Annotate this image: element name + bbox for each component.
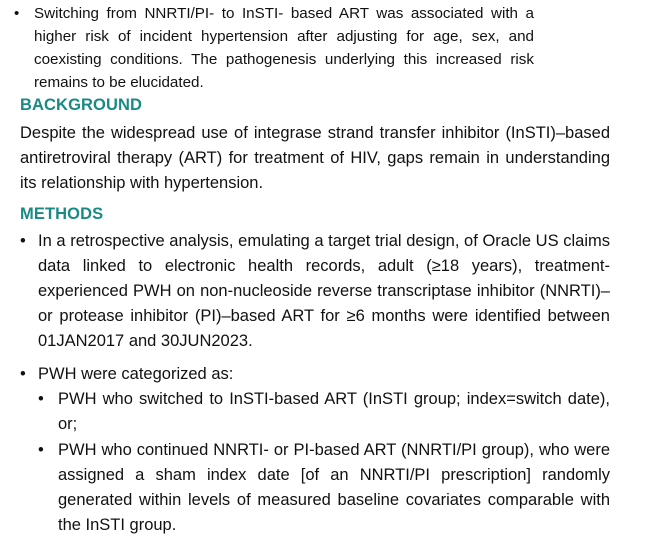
- methods-sub-bullet-continued-text: PWH who continued NNRTI- or PI-based ART (NNRTI/PI group), who were assigned a sham index date [of an NNRTI/PI prescription] randomly generated within levels of measured baseline covariates comparable with the InSTI group.: [58, 441, 610, 534]
- bullet-marker: •: [20, 232, 26, 250]
- methods-heading: METHODS: [20, 205, 104, 223]
- key-finding-text: Switching from NNRTI/PI- to InSTI- based ART was associated with a higher risk of incident hypertension after adjusting for age, sex, and coexisting conditions. The pathogenesis underlying this increased risk remains to be elucidated.: [34, 5, 534, 91]
- key-finding-bullet: [14, 2, 534, 94]
- bullet-marker: •: [38, 390, 44, 408]
- background-text: Despite the widespread use of integrase strand transfer inhibitor (InSTI)–based antiretroviral therapy (ART) for treatment of HIV, gaps remain in understanding its relationship with hypertension.: [20, 124, 610, 192]
- bullet-marker: •: [38, 441, 44, 459]
- methods-bullet-analysis-text: In a retrospective analysis, emulating a target trial design, of Oracle US claims data linked to electronic health records, adult (≥18 years), treatment-experienced PWH on non-nucleoside reverse transcriptase inhibitor (NNRTI)– or protease inhibitor (PI)–based ART for ≥6 months were identified between 01JAN2017 and 30JUN2023.: [38, 232, 610, 350]
- background-heading: BACKGROUND: [20, 96, 142, 114]
- methods-sub-bullet-switched: [38, 387, 610, 437]
- methods-bullet-analysis: [20, 229, 610, 354]
- methods-bullet-categorized: [20, 362, 610, 387]
- bullet-marker: •: [20, 365, 26, 383]
- methods-sub-bullet-continued: [38, 438, 610, 538]
- methods-sub-bullet-switched-text: PWH who switched to InSTI-based ART (InSTI group; index=switch date), or;: [58, 390, 610, 433]
- methods-bullet-categorized-text: PWH were categorized as:: [38, 365, 234, 383]
- bullet-marker: •: [14, 5, 20, 22]
